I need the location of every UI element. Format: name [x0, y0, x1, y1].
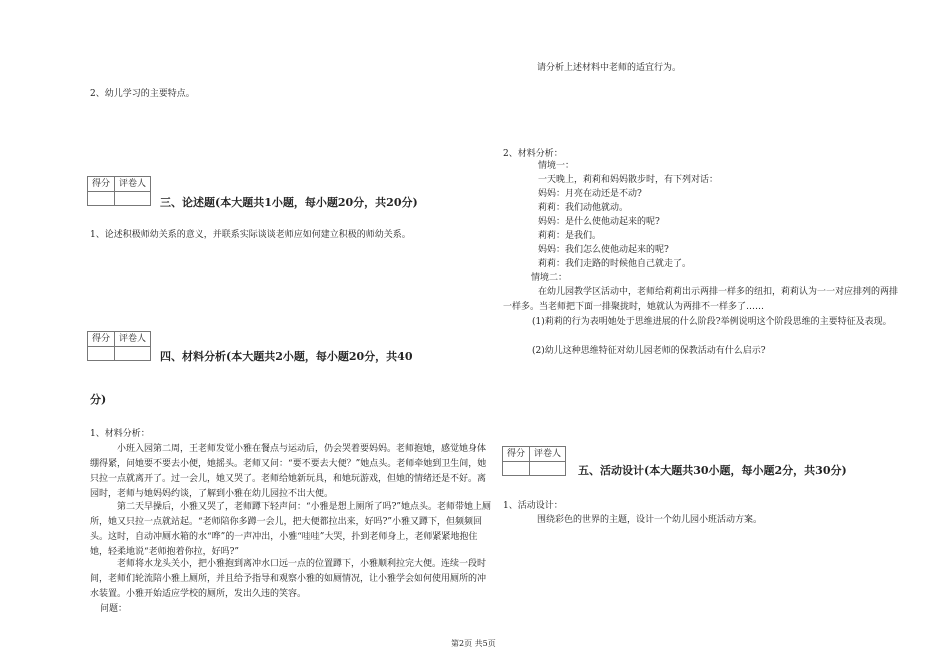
score-box: [502, 446, 566, 476]
question-2: 2、幼儿学习的主要特点。: [90, 89, 195, 99]
material-paragraph-1: 小班入园第二周，王老师发觉小雅在餐点与运动后，仍会哭着要妈妈。老师抱她，感觉她身体绷得紧，问她要不要去小便，她摇头。老师又问：“要不要去大便？”她点头。老师牵她到卫生间，她只拉一点就离开了。过一会儿，她又哭了。老师给她新玩具，和她玩游戏，但她的情绪还是不好。离园时，老师与她妈妈约谈，了解到小雅在幼儿园拉不出大便。: [90, 444, 487, 499]
scene-2-paragraph: 在幼儿园教学区活动中，老师给莉莉出示两排一样多的纽扣，莉莉认为一一对应排列的两排一样多。当老师把下面一排聚拢时，她就认为两排不一样多了……: [503, 287, 899, 312]
analysis-prompt: 请分析上述材料中老师的适宜行为。: [537, 63, 682, 73]
grader-label: 评卷人: [115, 332, 151, 347]
scene-1-line: 莉莉：我们动他就动。: [538, 203, 629, 213]
grader-label: 评卷人: [115, 177, 151, 192]
section-5-question-1-label: 1、活动设计：: [503, 501, 563, 511]
score-box: [87, 331, 151, 361]
section-5-question-1-text: 围绕彩色的世界的主题，设计一个幼儿园小班活动方案。: [537, 515, 763, 525]
scene-1-line: 一天晚上，莉莉和妈妈散步时，有下列对话：: [538, 175, 719, 185]
section-4-title-continued: 分): [90, 393, 107, 406]
section-3-question-1: 1、论述积极师幼关系的意义，并联系实际谈谈老师应如何建立积极的师幼关系。: [90, 230, 411, 240]
scene-1-line: 妈妈：月亮在动还是不动?: [538, 189, 642, 199]
score-label: 得分: [88, 332, 115, 347]
question-label: 问题：: [100, 604, 128, 614]
material-paragraph-3: 老师将水龙头关小，把小雅抱到离冲水口远一点的位置蹲下，小雅顺利拉完大便。连续一段时间，老师们轮流陪小雅上厕所，并且给予指导和观察小雅的如厕情况，让小雅学会如何使用厕所的冲水装置。小雅开始适应学校的厕所，发出久违的笑容。: [90, 559, 487, 599]
section-5-title: 五、活动设计(本大题共30小题，每小题2分，共30分): [578, 464, 847, 477]
material-paragraph-2: 第二天早操后，小雅又哭了，老师蹲下轻声问：“小雅是想上厕所了吗?”她点头。老师带她上厕所，她又只拉一点就站起。“老师陪你多蹲一会儿，把大便都拉出来，好吗?”小雅又蹲下，但频频回头。这时，自动冲厕水箱的水“哗”的一声冲出，小雅“哇哇”大哭，扑到老师身上，老师紧紧地抱住她，轻柔地说“老师抱着你拉，好吗?”: [90, 502, 492, 557]
page-number: 第2页 共5页: [451, 639, 496, 648]
scene-1-line: 妈妈：是什么使他动起来的呢?: [538, 217, 660, 227]
sub-question-2: (2)幼儿这种思维特征对幼儿园老师的保教活动有什么启示?: [532, 346, 766, 356]
section-4-title: 四、材料分析(本大题共2小题，每小题20分，共40: [160, 350, 413, 363]
scene-1-label: 情境一：: [538, 161, 575, 171]
section-3-title: 三、论述题(本大题共1小题，每小题20分，共20分): [160, 196, 418, 209]
score-label: 得分: [503, 447, 530, 462]
section-4-question-1-label: 1、材料分析：: [90, 429, 150, 439]
scene-1-line: 莉莉：是我们。: [538, 231, 602, 241]
scene-1-line: 莉莉：我们走路的时候他自己就走了。: [538, 259, 692, 269]
grader-label: 评卷人: [530, 447, 566, 462]
sub-question-1: (1)莉莉的行为表明她处于思维进展的什么阶段?举例说明这个阶段思维的主要特征及表现。: [532, 317, 892, 327]
score-label: 得分: [88, 177, 115, 192]
scene-1-line: 妈妈：我们怎么使他动起来的呢?: [538, 245, 669, 255]
scene-2-label: 情境二：: [531, 273, 568, 283]
score-box: [87, 176, 151, 206]
section-4-question-2-label: 2、材料分析：: [503, 149, 563, 159]
